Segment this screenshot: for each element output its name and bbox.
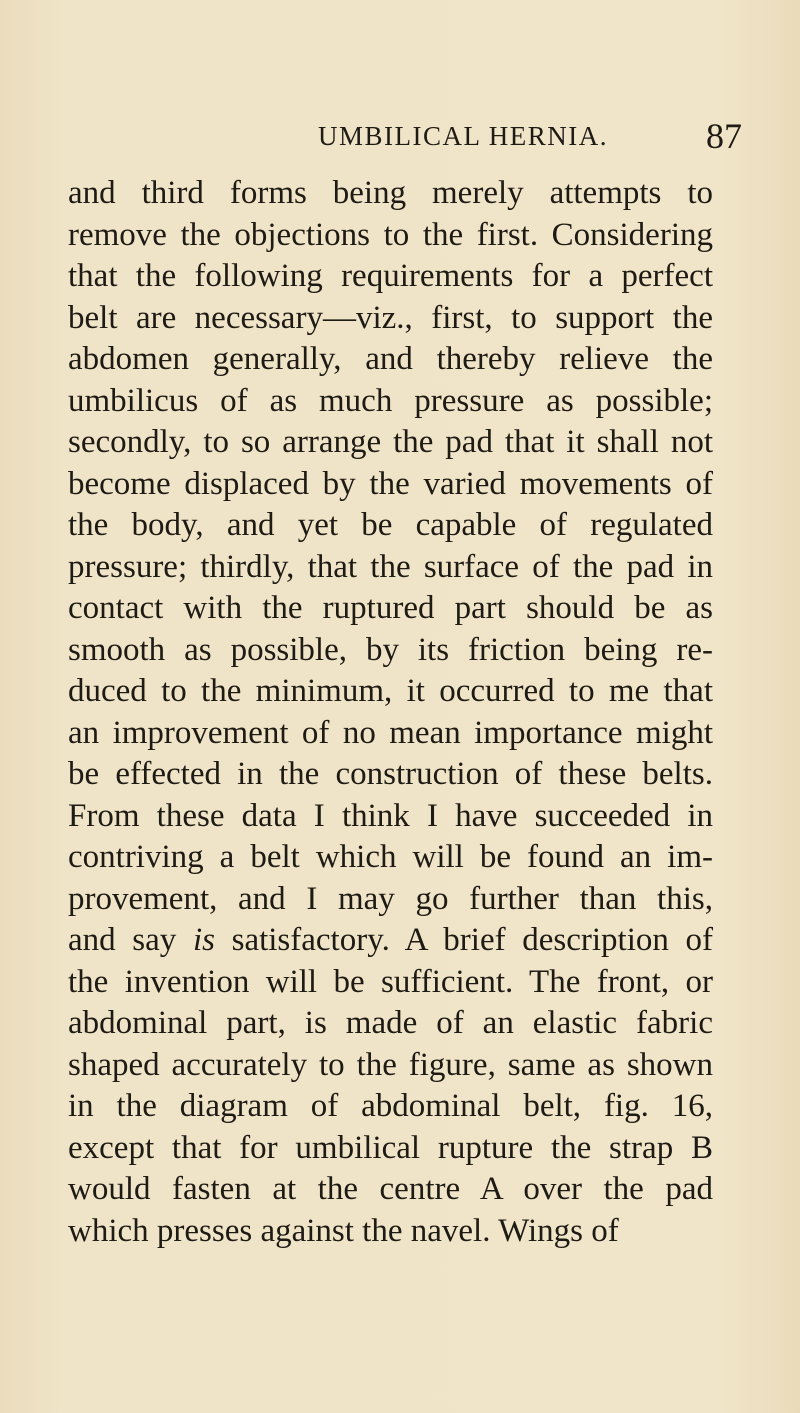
text-line: provement, and I may go further than this, bbox=[68, 880, 713, 917]
running-title: UMBILICAL HERNIA. bbox=[318, 121, 608, 151]
text-line: and third forms being merely attempts to bbox=[68, 175, 713, 211]
text-line: and say is satisfactory. A brief description of bbox=[68, 922, 713, 958]
emphasis-is: is bbox=[192, 922, 215, 958]
text-line: umbilicus of as much pressure as possible; bbox=[68, 382, 713, 419]
text-line: secondly, to so arrange the pad that it shall not bbox=[68, 424, 713, 460]
text-line: would fasten at the centre A over the pad bbox=[68, 1171, 713, 1207]
text-line: From these data I think I have succeeded in bbox=[68, 797, 713, 834]
text-line: shaped accurately to the figure, same as shown bbox=[68, 1046, 713, 1083]
text-line: duced to the minimum, it occurred to me that bbox=[68, 673, 713, 709]
text-line: in the diagram of abdominal belt, fig. 16, bbox=[68, 1088, 713, 1124]
page-header bbox=[60, 115, 772, 163]
text-line: remove the objections to the first. Considering bbox=[68, 216, 713, 253]
text-line: abdominal part, is made of an elastic fabric bbox=[68, 1005, 713, 1041]
body-text bbox=[68, 173, 713, 1252]
text-line: smooth as possible, by its friction being re- bbox=[68, 631, 713, 668]
text-line: an improvement of no mean importance might bbox=[68, 714, 713, 751]
text-line: contact with the ruptured part should be as bbox=[68, 590, 713, 626]
text-line: belt are necessary—viz., first, to support the bbox=[68, 299, 713, 336]
text-line: except that for umbilical rupture the strap B bbox=[68, 1129, 713, 1166]
text-line: abdomen generally, and thereby relieve the bbox=[68, 341, 713, 377]
text-line: which presses against the navel. Wings of bbox=[68, 1212, 619, 1249]
text-line: the invention will be sufficient. The front, or bbox=[68, 963, 713, 1000]
text-line: be effected in the construction of these belts. bbox=[68, 756, 713, 792]
page-number: 87 bbox=[706, 116, 742, 156]
text-line: pressure; thirdly, that the surface of the pad in bbox=[68, 548, 713, 585]
text-line: contriving a belt which will be found an im- bbox=[68, 839, 713, 875]
text-line: the body, and yet be capable of regulated bbox=[68, 507, 713, 543]
text-line: that the following requirements for a perfect bbox=[68, 258, 713, 294]
text-line: become displaced by the varied movements of bbox=[68, 465, 713, 502]
